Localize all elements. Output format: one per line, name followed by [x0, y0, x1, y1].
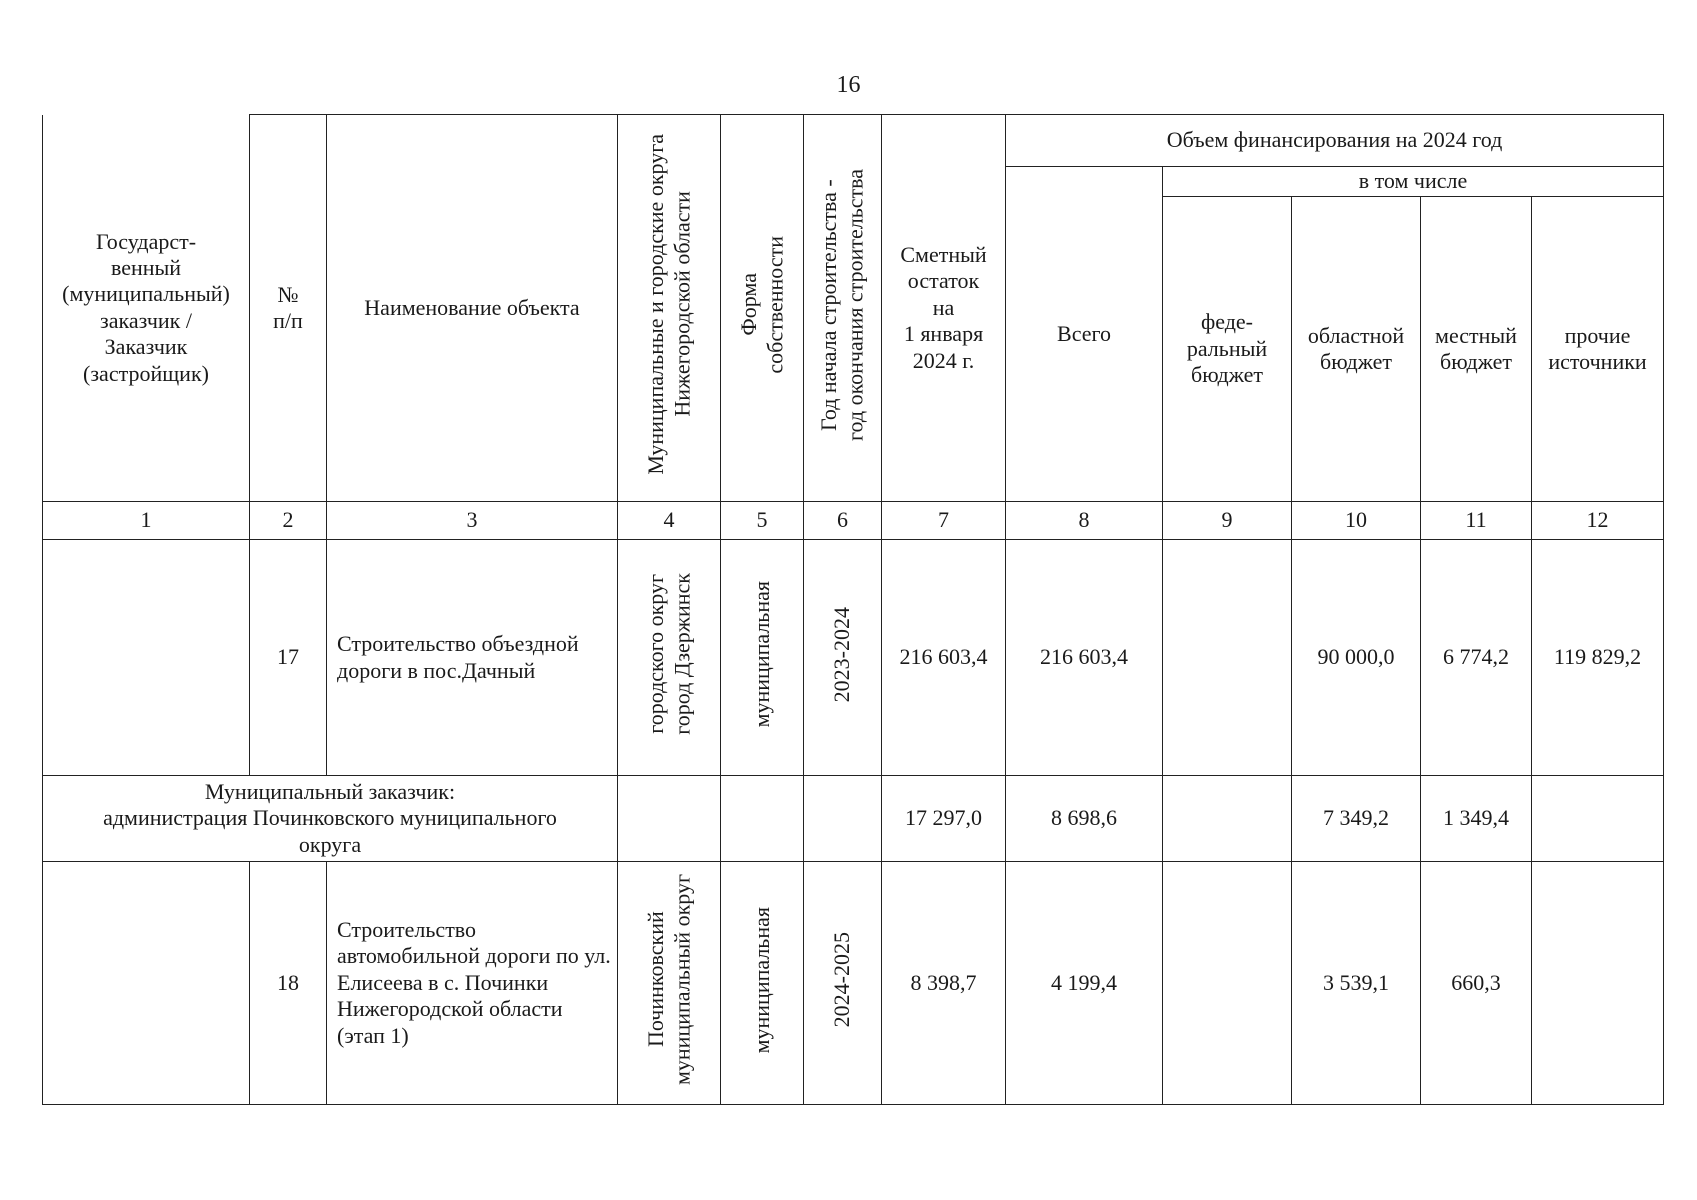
- row17-total: 216 603,4: [1006, 540, 1163, 776]
- row17-ownership-text: муниципальная: [748, 581, 774, 728]
- column-number: 3: [327, 502, 618, 540]
- header-district-text: Муниципальные и городские округа Нижегородской области: [642, 134, 694, 476]
- row18-district-text: Починковский муниципальный округ: [642, 874, 694, 1086]
- row18-federal: [1163, 862, 1292, 1105]
- row18-ownership: [721, 862, 804, 1105]
- header-customer: Государст- венный (муниципальный) заказчик / Заказчик (застройщик): [43, 115, 250, 502]
- header-other: прочие источники: [1532, 197, 1664, 502]
- customer-row: [43, 776, 1664, 862]
- column-numbers-row: [43, 502, 1664, 540]
- column-number: 7: [882, 502, 1006, 540]
- row18-total: 4 199,4: [1006, 862, 1163, 1105]
- row17-years-text: 2023-2024: [829, 606, 855, 702]
- column-number: 4: [618, 502, 721, 540]
- row17-district-text: городского округ город Дзержинск: [642, 573, 694, 736]
- row18-regional: 3 539,1: [1292, 862, 1421, 1105]
- row18-ownership-text: муниципальная: [748, 906, 774, 1054]
- column-number: 6: [804, 502, 882, 540]
- column-number: 10: [1292, 502, 1421, 540]
- row18-years-text: 2024-2025: [829, 932, 855, 1028]
- header-district: [618, 115, 721, 502]
- header-including: в том числе: [1163, 167, 1664, 197]
- column-number: 11: [1421, 502, 1532, 540]
- row18-other: [1532, 862, 1664, 1105]
- header-years: [804, 115, 882, 502]
- header-number: № п/п: [250, 115, 327, 502]
- row17-estimate: 216 603,4: [882, 540, 1006, 776]
- header-local: местный бюджет: [1421, 197, 1532, 502]
- header-ownership: [721, 115, 804, 502]
- customer-federal: [1163, 776, 1292, 862]
- row17-number: 17: [250, 540, 327, 776]
- row17-other: 119 829,2: [1532, 540, 1664, 776]
- customer-estimate: 17 297,0: [882, 776, 1006, 862]
- header-federal: феде- ральный бюджет: [1163, 197, 1292, 502]
- header-ownership-text: Форма собственности: [735, 236, 787, 374]
- customer-years: [804, 776, 882, 862]
- customer-ownership: [721, 776, 804, 862]
- row18-number: 18: [250, 862, 327, 1105]
- row17-customer: [43, 540, 250, 776]
- column-number: 12: [1532, 502, 1664, 540]
- column-number: 1: [43, 502, 250, 540]
- column-number: 5: [721, 502, 804, 540]
- row18-local: 660,3: [1421, 862, 1532, 1105]
- table-row: [43, 862, 1664, 1105]
- header-estimate: Сметный остаток на 1 января 2024 г.: [882, 115, 1006, 502]
- row18-estimate: 8 398,7: [882, 862, 1006, 1105]
- header-object-name: Наименование объекта: [327, 115, 618, 502]
- row17-federal: [1163, 540, 1292, 776]
- row17-district: [618, 540, 721, 776]
- page-number: 16: [836, 72, 861, 98]
- header-funding-title: Объем финансирования на 2024 год: [1006, 115, 1664, 167]
- customer-total: 8 698,6: [1006, 776, 1163, 862]
- column-number: 2: [250, 502, 327, 540]
- column-number: 8: [1006, 502, 1163, 540]
- row18-object-name: Строительство автомобильной дороги по ул. Елисеева в с. Починки Нижегородской области (этап 1): [327, 862, 618, 1105]
- row18-customer: [43, 862, 250, 1105]
- financing-table: [42, 114, 1664, 1105]
- header-regional: областной бюджет: [1292, 197, 1421, 502]
- row17-ownership: [721, 540, 804, 776]
- customer-other: [1532, 776, 1664, 862]
- header-years-text: Год начала строительства - год окончания строительства: [816, 168, 868, 441]
- row18-district: [618, 862, 721, 1105]
- customer-label: Муниципальный заказчик: администрация Починковского муниципального округа: [43, 776, 618, 862]
- row17-object-name: Строительство объездной дороги в пос.Дачный: [327, 540, 618, 776]
- header-total: Всего: [1006, 167, 1163, 502]
- column-number: 9: [1163, 502, 1292, 540]
- customer-district: [618, 776, 721, 862]
- customer-regional: 7 349,2: [1292, 776, 1421, 862]
- table-row: [43, 540, 1664, 776]
- customer-local: 1 349,4: [1421, 776, 1532, 862]
- row17-local: 6 774,2: [1421, 540, 1532, 776]
- row17-years: [804, 540, 882, 776]
- row17-regional: 90 000,0: [1292, 540, 1421, 776]
- row18-years: [804, 862, 882, 1105]
